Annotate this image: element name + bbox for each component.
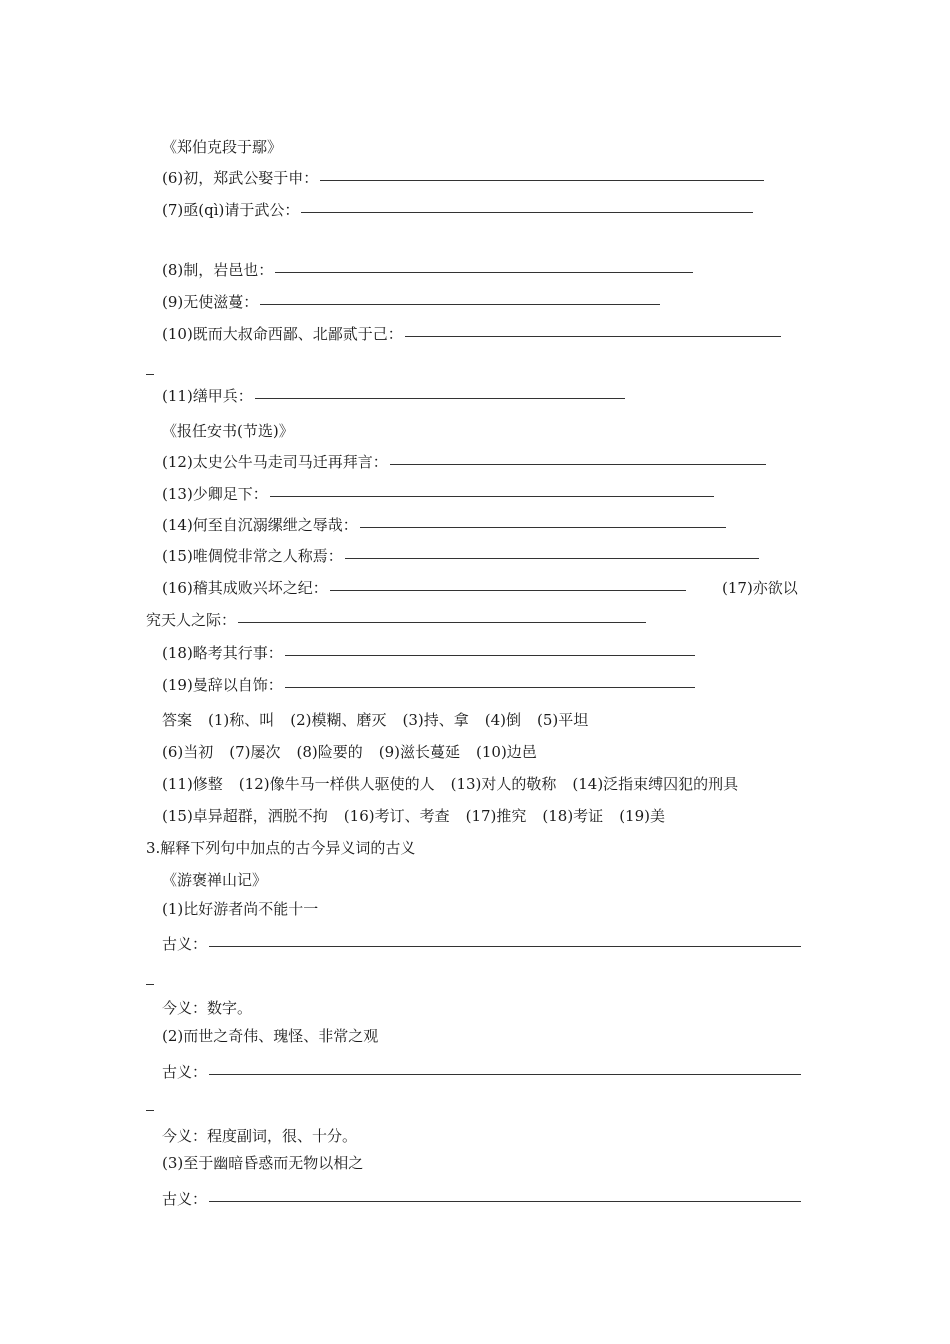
question-14: [162, 515, 726, 535]
line-continuation: [146, 374, 154, 375]
answer-blank[interactable]: [390, 463, 766, 465]
answer-item: (2)模糊、磨灭: [290, 711, 387, 729]
question-12: [162, 452, 766, 472]
item-2-sentence: (2)而世之奇伟、瑰怪、非常之观: [162, 1027, 379, 1045]
section-title-bao: 《报任安书(节选)》: [162, 422, 294, 440]
answer-item: (14)泛指束缚囚犯的刑具: [572, 775, 739, 793]
question-16: [162, 578, 686, 598]
question-9: [162, 292, 660, 312]
question-text: (18)略考其行事：: [162, 644, 283, 662]
answer-item: (8)险要的: [296, 743, 363, 761]
item-2-guyi: [162, 1062, 801, 1082]
answers-label: 答案: [162, 711, 193, 729]
question-text: (8)制，岩邑也：: [162, 261, 274, 279]
question-text: (11)缮甲兵：: [162, 387, 253, 405]
question-text: 究天人之际：: [146, 611, 237, 629]
answer-item: (4)倒: [484, 711, 522, 729]
answer-item: (1)称、叫: [208, 711, 275, 729]
question-text: (12)太史公牛马走司马迁再拜言：: [162, 453, 388, 471]
item-1-guyi: [162, 934, 801, 954]
question-6: [162, 168, 764, 188]
answer-blank[interactable]: [260, 303, 660, 305]
question-text: (10)既而大叔命西鄙、北鄙贰于己：: [162, 325, 403, 343]
answer-blank[interactable]: [209, 1073, 801, 1075]
answer-item: (12)像牛马一样供人驱使的人: [238, 775, 435, 793]
answer-item: (6)当初: [162, 743, 214, 761]
line-continuation: [146, 1110, 154, 1111]
answer-blank[interactable]: [330, 589, 686, 591]
question-text: (15)唯倜傥非常之人称焉：: [162, 547, 343, 565]
answers-row-1: [162, 710, 604, 730]
item-3-guyi: [162, 1189, 801, 1209]
answer-blank[interactable]: [285, 686, 695, 688]
section-title-zheng: 《郑伯克段于鄢》: [162, 138, 283, 156]
answer-item: (16)考订、考查: [343, 807, 450, 825]
question-13: [162, 484, 714, 504]
answer-item: (18)考证: [542, 807, 604, 825]
answer-item: (17)推究: [465, 807, 527, 825]
item-1-sentence: (1)比好游者尚不能十一: [162, 900, 319, 918]
answer-blank[interactable]: [360, 526, 726, 528]
answer-item: (13)对人的敬称: [450, 775, 557, 793]
answer-blank[interactable]: [301, 211, 753, 213]
guyi-label: 古义：: [162, 1190, 208, 1208]
answer-blank[interactable]: [285, 654, 695, 656]
answer-item: (7)屡次: [229, 743, 281, 761]
answers-row-4: [162, 806, 681, 826]
answer-item: (3)持、拿: [402, 711, 469, 729]
line-continuation: [146, 984, 154, 985]
question-text: (16)稽其成败兴坏之纪：: [162, 579, 328, 597]
question-text: (19)曼辞以自饰：: [162, 676, 283, 694]
answer-item: (19)美: [619, 807, 665, 825]
answer-blank[interactable]: [209, 1200, 801, 1202]
answer-item: (5)平坦: [537, 711, 589, 729]
answer-blank[interactable]: [320, 179, 764, 181]
answer-item: (10)边邑: [476, 743, 537, 761]
question-11: [162, 386, 625, 406]
guyi-label: 古义：: [162, 1063, 208, 1081]
item-2-jinyi: 今义：程度副词，很、十分。: [162, 1127, 358, 1145]
answers-row-2: [162, 742, 553, 762]
question-8: [162, 260, 693, 280]
question-text: (7)亟(qì)请于武公：: [162, 201, 300, 219]
question-15: [162, 546, 759, 566]
answer-item: (11)修整: [162, 775, 223, 793]
answer-blank[interactable]: [275, 271, 693, 273]
question-10: [162, 324, 781, 344]
guyi-label: 古义：: [162, 935, 208, 953]
answer-blank[interactable]: [405, 335, 781, 337]
item-1-jinyi: 今义：数字。: [162, 999, 253, 1017]
answer-item: (9)滋长蔓延: [378, 743, 460, 761]
question-text: (6)初，郑武公娶于申：: [162, 169, 319, 187]
answer-item: (15)卓异超群，洒脱不拘: [162, 807, 328, 825]
question-text: (13)少卿足下：: [162, 485, 268, 503]
item-3-sentence: (3)至于幽暗昏惑而无物以相之: [162, 1154, 364, 1172]
task-3-heading: 3.解释下列句中加点的古今异义词的古义: [146, 839, 416, 857]
answer-blank[interactable]: [238, 621, 646, 623]
question-19: [162, 675, 695, 695]
answer-blank[interactable]: [345, 557, 759, 559]
answers-row-3: [162, 774, 738, 794]
question-text: (9)无使滋蔓：: [162, 293, 259, 311]
answer-blank[interactable]: [209, 945, 801, 947]
answer-blank[interactable]: [270, 495, 714, 497]
section-title-you: 《游褒禅山记》: [162, 871, 268, 889]
question-17-cont: [146, 610, 646, 630]
question-17-start: (17)亦欲以: [722, 579, 798, 597]
question-7: [162, 200, 753, 220]
answer-blank[interactable]: [255, 397, 625, 399]
question-18: [162, 643, 695, 663]
question-text: (14)何至自沉溺缧绁之辱哉：: [162, 516, 358, 534]
